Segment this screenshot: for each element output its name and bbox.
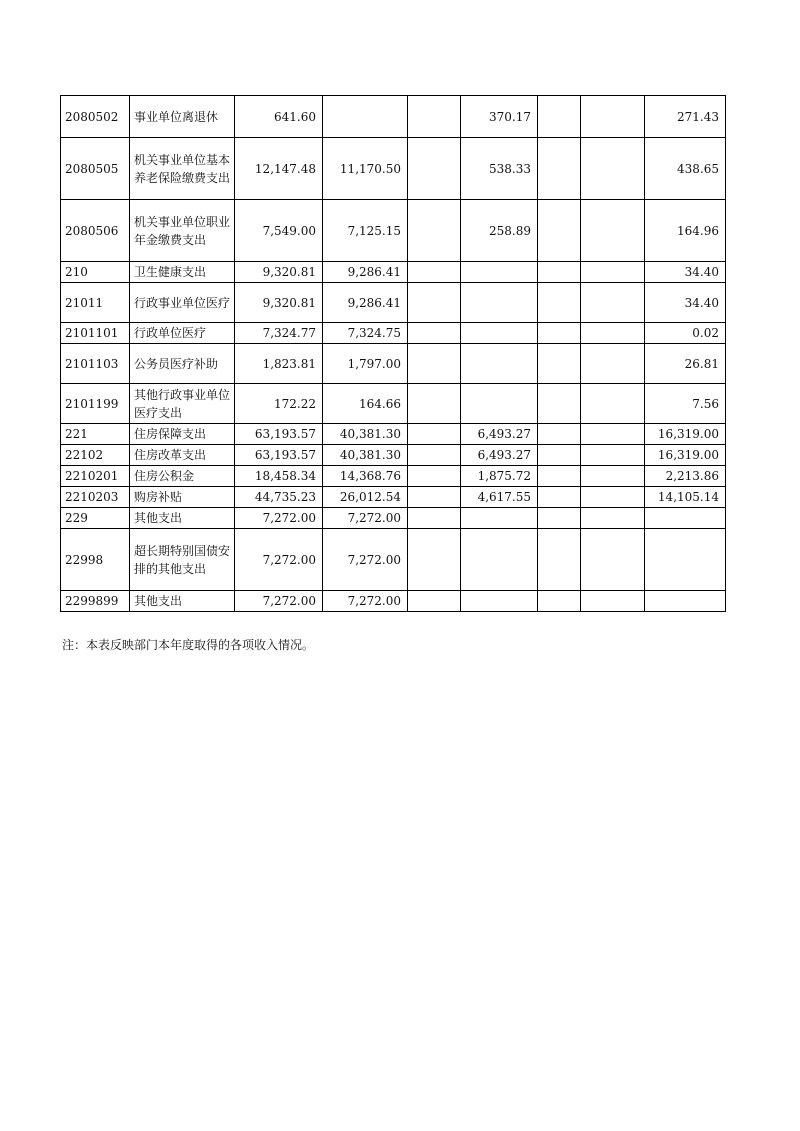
row-code-cell: 221 <box>61 424 130 445</box>
row-name-cell: 购房补贴 <box>130 487 235 508</box>
row-amount-cell <box>408 591 461 612</box>
row-amount-cell: 164.66 <box>323 384 408 424</box>
row-amount-cell <box>538 344 581 384</box>
row-amount-cell <box>538 283 581 323</box>
row-amount-cell: 6,493.27 <box>461 445 538 466</box>
row-amount-cell <box>408 466 461 487</box>
row-amount-cell <box>461 283 538 323</box>
row-amount-cell <box>461 344 538 384</box>
row-amount-cell: 12,147.48 <box>235 138 323 200</box>
row-amount-cell <box>408 445 461 466</box>
table-row <box>61 138 726 200</box>
row-code-cell: 2101103 <box>61 344 130 384</box>
row-amount-cell <box>581 323 645 344</box>
row-amount-cell: 7.56 <box>645 384 726 424</box>
row-amount-cell: 9,320.81 <box>235 262 323 283</box>
row-amount-cell: 63,193.57 <box>235 445 323 466</box>
row-code-cell: 22998 <box>61 529 130 591</box>
row-amount-cell <box>408 138 461 200</box>
row-code-cell: 2080502 <box>61 96 130 138</box>
row-amount-cell: 9,286.41 <box>323 262 408 283</box>
row-amount-cell: 63,193.57 <box>235 424 323 445</box>
row-amount-cell: 271.43 <box>645 96 726 138</box>
row-amount-cell <box>461 262 538 283</box>
row-code-cell: 2101199 <box>61 384 130 424</box>
row-code-cell: 2210201 <box>61 466 130 487</box>
row-amount-cell <box>538 323 581 344</box>
row-amount-cell <box>408 96 461 138</box>
row-amount-cell: 34.40 <box>645 283 726 323</box>
row-amount-cell: 164.96 <box>645 200 726 262</box>
row-amount-cell: 16,319.00 <box>645 445 726 466</box>
table-row <box>61 384 726 424</box>
row-amount-cell <box>645 591 726 612</box>
row-amount-cell: 7,272.00 <box>323 508 408 529</box>
row-name-cell: 行政事业单位医疗 <box>130 283 235 323</box>
row-name-cell: 住房改革支出 <box>130 445 235 466</box>
row-amount-cell: 14,368.76 <box>323 466 408 487</box>
row-code-cell: 2299899 <box>61 591 130 612</box>
row-amount-cell: 1,797.00 <box>323 344 408 384</box>
row-amount-cell: 7,324.75 <box>323 323 408 344</box>
row-amount-cell: 7,125.15 <box>323 200 408 262</box>
table-row <box>61 323 726 344</box>
row-name-cell: 机关事业单位职业年金缴费支出 <box>130 200 235 262</box>
row-amount-cell: 7,272.00 <box>235 508 323 529</box>
row-amount-cell <box>581 466 645 487</box>
table-row <box>61 466 726 487</box>
row-amount-cell: 1,823.81 <box>235 344 323 384</box>
row-amount-cell: 1,875.72 <box>461 466 538 487</box>
table-row <box>61 487 726 508</box>
row-amount-cell: 26.81 <box>645 344 726 384</box>
row-amount-cell: 44,735.23 <box>235 487 323 508</box>
row-amount-cell: 14,105.14 <box>645 487 726 508</box>
row-amount-cell <box>538 591 581 612</box>
row-code-cell: 229 <box>61 508 130 529</box>
table-row <box>61 508 726 529</box>
row-amount-cell <box>581 96 645 138</box>
table-row <box>61 591 726 612</box>
row-amount-cell: 0.02 <box>645 323 726 344</box>
row-amount-cell <box>461 591 538 612</box>
table-row <box>61 283 726 323</box>
row-amount-cell <box>538 487 581 508</box>
row-name-cell: 住房保障支出 <box>130 424 235 445</box>
row-amount-cell <box>538 508 581 529</box>
table-row <box>61 445 726 466</box>
row-amount-cell <box>581 262 645 283</box>
row-amount-cell: 7,272.00 <box>323 591 408 612</box>
row-name-cell: 机关事业单位基本养老保险缴费支出 <box>130 138 235 200</box>
row-code-cell: 210 <box>61 262 130 283</box>
row-name-cell: 行政单位医疗 <box>130 323 235 344</box>
row-amount-cell: 2,213.86 <box>645 466 726 487</box>
row-amount-cell <box>461 323 538 344</box>
row-amount-cell: 370.17 <box>461 96 538 138</box>
row-amount-cell <box>538 138 581 200</box>
row-code-cell: 2210203 <box>61 487 130 508</box>
row-code-cell: 2101101 <box>61 323 130 344</box>
row-amount-cell: 7,272.00 <box>235 591 323 612</box>
row-amount-cell: 172.22 <box>235 384 323 424</box>
row-amount-cell <box>408 200 461 262</box>
table-row <box>61 200 726 262</box>
row-amount-cell <box>581 508 645 529</box>
row-code-cell: 22102 <box>61 445 130 466</box>
row-amount-cell <box>538 529 581 591</box>
row-code-cell: 21011 <box>61 283 130 323</box>
row-amount-cell: 7,549.00 <box>235 200 323 262</box>
row-name-cell: 住房公积金 <box>130 466 235 487</box>
row-amount-cell: 438.65 <box>645 138 726 200</box>
row-amount-cell <box>461 508 538 529</box>
row-amount-cell <box>538 200 581 262</box>
row-amount-cell <box>538 466 581 487</box>
row-amount-cell: 16,319.00 <box>645 424 726 445</box>
row-amount-cell <box>323 96 408 138</box>
row-amount-cell <box>581 384 645 424</box>
row-name-cell: 其他行政事业单位医疗支出 <box>130 384 235 424</box>
row-name-cell: 其他支出 <box>130 508 235 529</box>
row-code-cell: 2080506 <box>61 200 130 262</box>
row-amount-cell: 40,381.30 <box>323 424 408 445</box>
row-amount-cell <box>408 424 461 445</box>
row-amount-cell: 26,012.54 <box>323 487 408 508</box>
row-amount-cell <box>538 424 581 445</box>
row-amount-cell: 34.40 <box>645 262 726 283</box>
row-amount-cell: 641.60 <box>235 96 323 138</box>
table-note: 注：本表反映部门本年度取得的各项收入情况。 <box>62 638 315 652</box>
row-amount-cell: 7,324.77 <box>235 323 323 344</box>
row-amount-cell <box>538 384 581 424</box>
row-amount-cell <box>581 344 645 384</box>
row-amount-cell: 7,272.00 <box>323 529 408 591</box>
row-amount-cell: 9,286.41 <box>323 283 408 323</box>
row-name-cell: 超长期特别国债安排的其他支出 <box>130 529 235 591</box>
row-amount-cell: 4,617.55 <box>461 487 538 508</box>
row-amount-cell: 9,320.81 <box>235 283 323 323</box>
row-amount-cell: 6,493.27 <box>461 424 538 445</box>
row-amount-cell <box>581 283 645 323</box>
row-amount-cell: 258.89 <box>461 200 538 262</box>
table-row <box>61 262 726 283</box>
row-amount-cell <box>408 262 461 283</box>
row-amount-cell <box>408 529 461 591</box>
row-amount-cell <box>581 529 645 591</box>
row-amount-cell: 18,458.34 <box>235 466 323 487</box>
table-row <box>61 344 726 384</box>
table-row <box>61 529 726 591</box>
row-amount-cell <box>581 138 645 200</box>
row-amount-cell <box>581 200 645 262</box>
income-table <box>60 95 726 612</box>
row-name-cell: 卫生健康支出 <box>130 262 235 283</box>
table-body <box>61 96 726 612</box>
row-name-cell: 其他支出 <box>130 591 235 612</box>
row-amount-cell <box>581 445 645 466</box>
row-name-cell: 事业单位离退休 <box>130 96 235 138</box>
row-amount-cell <box>538 262 581 283</box>
row-amount-cell <box>581 591 645 612</box>
row-amount-cell <box>645 529 726 591</box>
row-amount-cell <box>461 384 538 424</box>
row-amount-cell <box>408 508 461 529</box>
row-amount-cell <box>408 344 461 384</box>
row-amount-cell <box>408 384 461 424</box>
row-amount-cell <box>645 508 726 529</box>
row-amount-cell <box>581 487 645 508</box>
row-amount-cell <box>538 445 581 466</box>
row-amount-cell <box>461 529 538 591</box>
table-row <box>61 96 726 138</box>
row-amount-cell <box>408 323 461 344</box>
row-amount-cell <box>408 283 461 323</box>
row-amount-cell: 7,272.00 <box>235 529 323 591</box>
table-row <box>61 424 726 445</box>
row-code-cell: 2080505 <box>61 138 130 200</box>
row-name-cell: 公务员医疗补助 <box>130 344 235 384</box>
row-amount-cell <box>581 424 645 445</box>
row-amount-cell: 40,381.30 <box>323 445 408 466</box>
row-amount-cell: 11,170.50 <box>323 138 408 200</box>
row-amount-cell: 538.33 <box>461 138 538 200</box>
row-amount-cell <box>408 487 461 508</box>
row-amount-cell <box>538 96 581 138</box>
